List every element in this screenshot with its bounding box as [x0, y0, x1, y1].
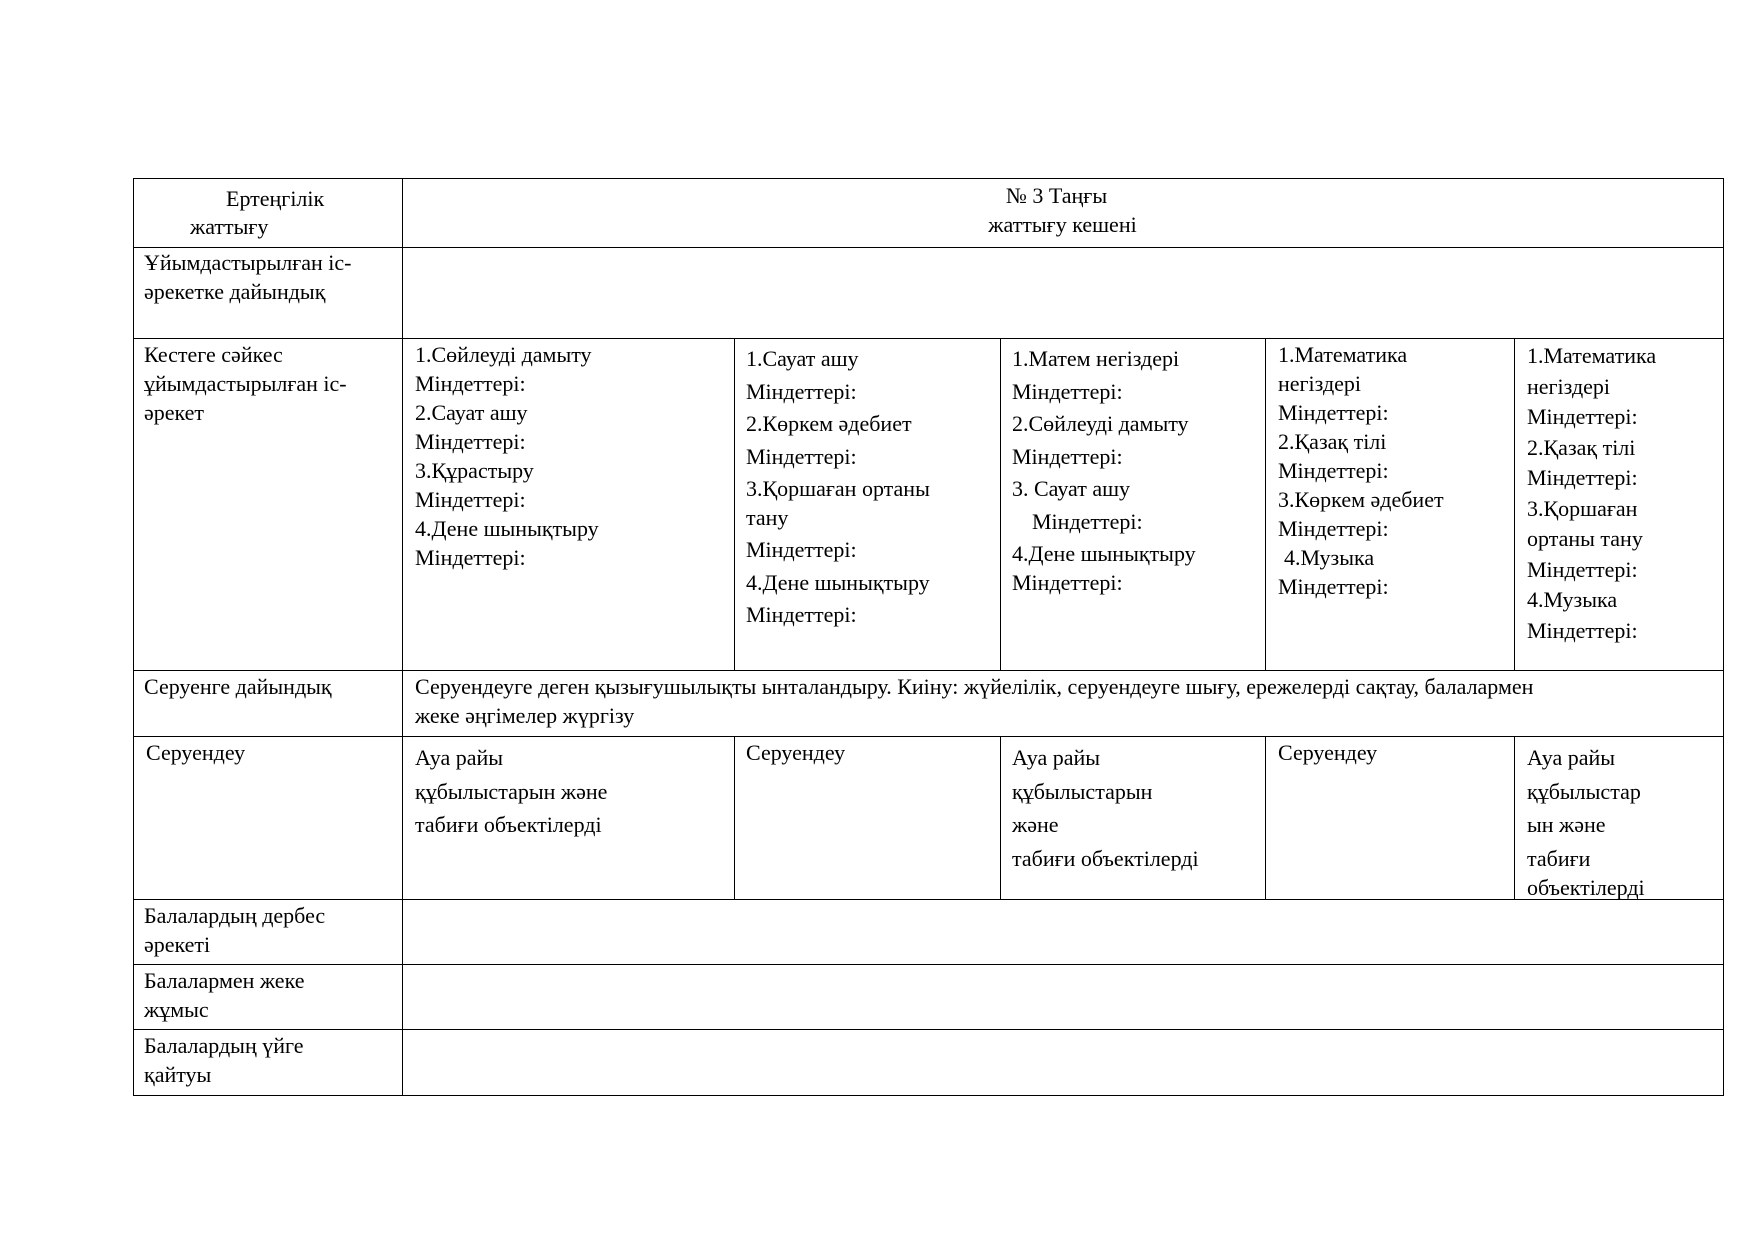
- schedule-line: Міндеттері:: [746, 602, 857, 627]
- row-label-walk-preparation: [144, 672, 332, 701]
- day-column-divider: [734, 338, 735, 670]
- schedule-line: 1.Сөйлеуді дамыту: [415, 342, 592, 367]
- schedule-line: негіздері: [1527, 373, 1611, 399]
- walk-line: құбылыстарын: [1012, 778, 1153, 804]
- row-label-line: әрекет: [144, 400, 205, 425]
- schedule-line: 3.Қоршаған ортаны: [746, 476, 930, 501]
- schedule-line: Міндеттері:: [1278, 516, 1389, 541]
- schedule-line: Міндеттері:: [415, 429, 526, 454]
- row-divider: [133, 899, 1723, 900]
- schedule-line: 2.Қазақ тілі: [1527, 434, 1636, 460]
- table-border-right: [1723, 178, 1724, 1096]
- row-label-line: әрекетке дайындық: [144, 279, 326, 304]
- schedule-line: Міндеттері:: [1278, 400, 1389, 425]
- walk-line: құбылыстар: [1527, 778, 1641, 804]
- schedule-line: Міндеттері:: [746, 378, 857, 404]
- row-label-line: Кестеге сәйкес: [144, 342, 283, 367]
- schedule-line: 3.Көркем әдебиет: [1278, 487, 1444, 512]
- schedule-line: ортаны тану: [1527, 526, 1643, 551]
- morning-exercise-title: [402, 181, 1723, 239]
- row-divider: [133, 964, 1723, 965]
- row-label-individual-work: [144, 966, 304, 1024]
- schedule-line: Міндеттері:: [1012, 378, 1123, 404]
- row-divider: [133, 247, 1723, 248]
- row-label-line: жаттығу: [190, 214, 269, 239]
- schedule-line: Міндеттері:: [1032, 508, 1143, 534]
- day-column-divider: [1265, 736, 1266, 899]
- table-border-left: [133, 178, 134, 1096]
- schedule-line: Міндеттері:: [1278, 574, 1389, 599]
- schedule-line: 4.Дене шынықтыру: [415, 516, 599, 541]
- walk-line: ын және: [1527, 812, 1606, 837]
- walk-preparation-text: [415, 672, 1533, 730]
- table-border-bottom: [133, 1095, 1723, 1096]
- walk-line: Серуендеу: [746, 740, 846, 765]
- walk-line: объектілерді: [1527, 875, 1645, 900]
- row-label-going-home: [144, 1031, 304, 1089]
- schedule-line: 1.Сауат ашу: [746, 346, 859, 371]
- row-label-line: Серуенге дайындық: [144, 674, 332, 699]
- schedule-line: Міндеттері:: [1527, 465, 1638, 490]
- walk-day-1: [415, 741, 607, 842]
- walk-line: табиғи объектілерді: [415, 812, 602, 837]
- walk-line: Ауа райы: [1527, 745, 1616, 770]
- row-divider: [133, 736, 1723, 737]
- schedule-line: 4.Музыка: [1527, 587, 1618, 612]
- schedule-day-2: [746, 343, 930, 632]
- schedule-line: Міндеттері:: [1527, 404, 1638, 429]
- schedule-day-5: [1527, 341, 1656, 646]
- schedule-line: 4.Дене шынықтыру: [746, 569, 930, 595]
- row-divider: [133, 1029, 1723, 1030]
- row-divider: [133, 670, 1723, 671]
- row-label-independent-activity: [144, 901, 325, 959]
- schedule-line: 1.Математика: [1527, 343, 1657, 368]
- schedule-line: негіздері: [1278, 371, 1362, 396]
- day-column-divider: [1514, 736, 1515, 899]
- schedule-line: 3.Құрастыру: [415, 458, 534, 483]
- day-column-divider: [1265, 338, 1266, 670]
- schedule-line: 1.Матем негіздері: [1012, 346, 1180, 371]
- schedule-day-4: [1278, 340, 1444, 601]
- table-border-top: [133, 178, 1723, 179]
- row-label-line: ұйымдастырылған іс-: [144, 371, 347, 396]
- walk-line: табиғи: [1527, 845, 1591, 871]
- row-divider: [133, 338, 1723, 339]
- schedule-line: Міндеттері:: [1278, 458, 1389, 483]
- day-column-divider: [1514, 338, 1515, 670]
- walk-preparation-line: жеке әңгімелер жүргізу: [415, 703, 635, 728]
- schedule-line: тану: [746, 504, 789, 530]
- schedule-line: 3.Қоршаған: [1527, 495, 1638, 521]
- row-label-line: Балалардың үйге: [144, 1033, 304, 1058]
- day-column-divider: [1000, 736, 1001, 899]
- schedule-line: Міндеттері:: [415, 371, 526, 396]
- walk-line: Ауа райы: [415, 745, 504, 770]
- row-label-scheduled-activity: [144, 340, 347, 427]
- row-label-line: қайтуы: [144, 1062, 212, 1087]
- walk-preparation-line: Серуендеуге деген қызығушылықты ынталандыру. Киіну: жүйелілік, серуендеуге шығу, ережелерді сақтау, балалармен: [415, 674, 1534, 699]
- schedule-line: Міндеттері:: [1527, 617, 1638, 643]
- walk-day-4: [1278, 738, 1377, 767]
- row-label-line: Балалармен жеке: [144, 968, 305, 993]
- walk-line: құбылыстарын және: [415, 778, 608, 804]
- row-label-line: Балалардың дербес: [144, 903, 326, 928]
- schedule-line: 2.Сауат ашу: [415, 400, 528, 425]
- row-label-line: жұмыс: [144, 997, 209, 1022]
- schedule-line: Міндеттері:: [415, 487, 526, 512]
- walk-line: және: [1012, 812, 1059, 837]
- schedule-line: Міндеттері:: [746, 443, 857, 469]
- walk-line: табиғи объектілерді: [1012, 845, 1199, 871]
- schedule-line: Міндеттері:: [1012, 569, 1123, 595]
- schedule-line: 3. Сауат ашу: [1012, 476, 1131, 501]
- schedule-line: 2.Көркем әдебиет: [746, 411, 912, 436]
- schedule-line: Міндеттері:: [415, 545, 526, 570]
- walk-line: Серуендеу: [1278, 740, 1378, 765]
- schedule-line: 1.Математика: [1278, 342, 1408, 367]
- label-column-divider: [402, 178, 403, 1096]
- schedule-day-3: [1012, 343, 1196, 599]
- row-label-line: Ұйымдастырылған іс-: [144, 250, 352, 275]
- row-label-morning-exercise: [140, 184, 390, 241]
- row-label-activity-preparation: [144, 248, 352, 306]
- morning-exercise-title-line: № 3 Таңғы: [1005, 183, 1108, 208]
- row-label-line: әрекеті: [144, 932, 211, 957]
- day-column-divider: [1000, 338, 1001, 670]
- walk-day-3: [1012, 741, 1199, 875]
- walk-line: Ауа райы: [1012, 745, 1101, 770]
- morning-exercise-title-line: жаттығу кешені: [988, 212, 1137, 237]
- schedule-line: Міндеттері:: [1012, 443, 1123, 469]
- day-column-divider: [734, 736, 735, 899]
- row-label-line: Ертеңгілік: [226, 186, 325, 211]
- schedule-line: 2.Сөйлеуді дамыту: [1012, 411, 1189, 436]
- walk-day-5: [1527, 741, 1645, 905]
- schedule-line: 2.Қазақ тілі: [1278, 429, 1387, 454]
- schedule-line: Міндеттері:: [746, 537, 857, 562]
- walk-day-2: [746, 738, 845, 767]
- row-label-line: Серуендеу: [146, 740, 246, 765]
- schedule-line: 4.Музыка: [1284, 545, 1375, 570]
- row-label-walk: [146, 738, 245, 767]
- schedule-line: Міндеттері:: [1527, 556, 1638, 582]
- schedule-day-1: [415, 340, 599, 572]
- schedule-line: 4.Дене шынықтыру: [1012, 541, 1196, 566]
